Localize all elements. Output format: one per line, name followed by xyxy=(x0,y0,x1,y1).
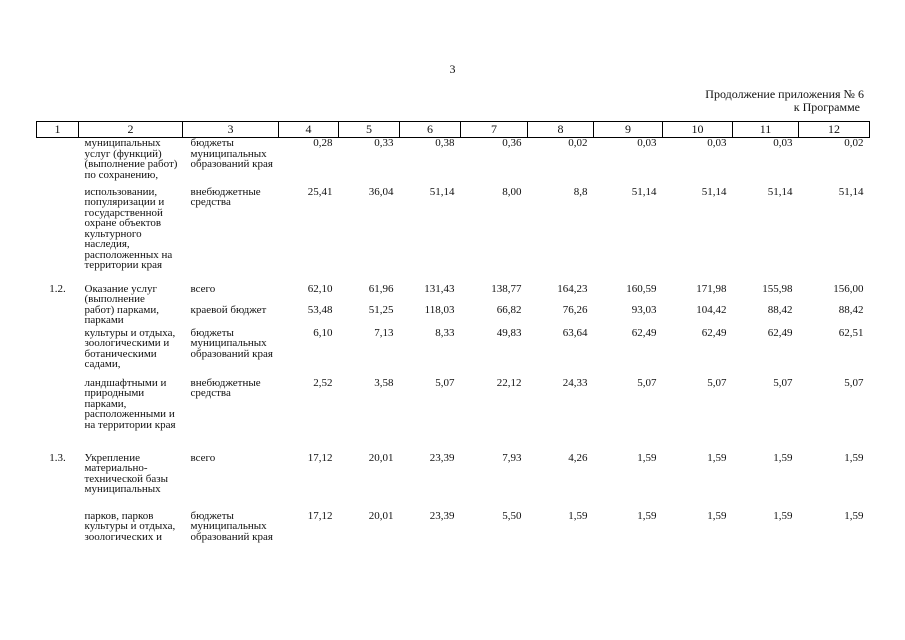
value-cell: 62,49 xyxy=(701,326,727,339)
value-cell: 93,03 xyxy=(631,303,657,316)
value-cell: 0,33 xyxy=(374,137,394,149)
column-header: 5 xyxy=(339,122,400,138)
table-row xyxy=(37,138,870,187)
value-cell: 5,07 xyxy=(844,376,864,389)
value-cell: 76,26 xyxy=(562,303,588,316)
value-cell: 17,12 xyxy=(307,451,333,464)
value-cell: 17,12 xyxy=(307,509,333,522)
row-source: бюджеты муниципальных образований края xyxy=(190,137,273,170)
row-source: всего xyxy=(190,451,216,464)
value-cell: 5,50 xyxy=(502,509,522,522)
row-name: Оказание услуг (выполнение xyxy=(84,282,158,305)
value-cell: 61,96 xyxy=(368,282,394,295)
row-code xyxy=(37,511,79,556)
value-cell: 63,64 xyxy=(562,326,588,339)
row-code xyxy=(37,187,79,284)
value-cell: 88,42 xyxy=(838,303,864,316)
row-code: 1.2. xyxy=(49,282,66,295)
value-cell: 2,52 xyxy=(313,376,333,389)
value-cell: 0,28 xyxy=(313,137,333,149)
value-cell: 51,14 xyxy=(429,185,455,198)
value-cell: 0,03 xyxy=(707,137,727,149)
page-number: 3 xyxy=(449,62,456,76)
value-cell: 5,07 xyxy=(637,376,657,389)
value-cell: 51,14 xyxy=(767,185,793,198)
value-cell: 20,01 xyxy=(368,509,394,522)
row-source: внебюджетные средства xyxy=(190,376,261,399)
value-cell: 6,10 xyxy=(313,326,333,339)
row-code: 1.3. xyxy=(49,451,66,464)
row-source: бюджеты муниципальных образований края xyxy=(190,509,273,543)
value-cell: 8,8 xyxy=(573,185,588,198)
value-cell: 51,25 xyxy=(368,303,394,316)
value-cell: 1,59 xyxy=(773,509,793,522)
value-cell: 0,02 xyxy=(844,137,864,149)
value-cell: 20,01 xyxy=(368,451,394,464)
row-source: всего xyxy=(190,282,216,295)
row-name: работ) парками, парками xyxy=(84,303,159,326)
column-header: 10 xyxy=(663,122,733,138)
table-row xyxy=(37,378,870,453)
value-cell: 1,59 xyxy=(773,451,793,464)
value-cell: 1,59 xyxy=(568,509,588,522)
value-cell: 53,48 xyxy=(307,303,333,316)
value-cell: 171,98 xyxy=(696,282,727,295)
value-cell: 7,93 xyxy=(502,451,522,464)
value-cell: 118,03 xyxy=(424,303,455,316)
table-row xyxy=(37,305,870,328)
column-header: 9 xyxy=(594,122,663,138)
value-cell: 24,33 xyxy=(562,376,588,389)
value-cell: 0,03 xyxy=(637,137,657,149)
column-header: 11 xyxy=(733,122,799,138)
value-cell: 62,51 xyxy=(838,326,864,339)
row-code xyxy=(37,138,79,187)
column-header: 12 xyxy=(799,122,870,138)
value-cell: 1,59 xyxy=(707,509,727,522)
value-cell: 4,26 xyxy=(568,451,588,464)
appendix-note xyxy=(705,88,864,114)
row-name: ландшафтными и природными парками, расположенными и на территории края xyxy=(84,376,176,431)
value-cell: 131,43 xyxy=(424,282,455,295)
value-cell: 5,07 xyxy=(435,376,455,389)
value-cell: 156,00 xyxy=(833,282,864,295)
value-cell: 1,59 xyxy=(844,451,864,464)
table-row xyxy=(37,187,870,284)
value-cell: 160,59 xyxy=(626,282,657,295)
value-cell: 51,14 xyxy=(838,185,864,198)
value-cell: 0,03 xyxy=(773,137,793,149)
value-cell: 164,23 xyxy=(557,282,588,295)
value-cell: 1,59 xyxy=(707,451,727,464)
column-header: 4 xyxy=(279,122,339,138)
value-cell: 23,39 xyxy=(429,451,455,464)
row-code xyxy=(37,328,79,378)
table-row xyxy=(37,511,870,556)
value-cell: 138,77 xyxy=(491,282,522,295)
value-cell: 62,49 xyxy=(631,326,657,339)
row-code xyxy=(37,305,79,328)
row-source: краевой бюджет xyxy=(190,303,267,316)
value-cell: 22,12 xyxy=(496,376,522,389)
value-cell: 62,10 xyxy=(307,282,333,295)
table-body xyxy=(37,138,870,556)
value-cell: 51,14 xyxy=(631,185,657,198)
column-header: 2 xyxy=(79,122,183,138)
row-name: использовании, популяризации и государственной охране объектов культурного наследия, расположенных на территории края xyxy=(84,185,173,271)
row-source: внебюджетные средства xyxy=(190,185,261,208)
value-cell: 1,59 xyxy=(844,509,864,522)
value-cell: 66,82 xyxy=(496,303,522,316)
column-header: 3 xyxy=(183,122,279,138)
column-header: 7 xyxy=(461,122,528,138)
row-name: культуры и отдыха, зоологическими и ботаническими садами, xyxy=(84,326,176,370)
row-source: бюджеты муниципальных образований края xyxy=(190,326,273,360)
value-cell: 0,02 xyxy=(568,137,588,149)
column-header: 8 xyxy=(528,122,594,138)
header-row xyxy=(37,122,870,138)
value-cell: 5,07 xyxy=(773,376,793,389)
budget-table xyxy=(36,121,870,556)
row-code xyxy=(37,378,79,453)
row-name: Укрепление материально-технической базы муниципальных xyxy=(84,451,169,495)
value-cell: 8,33 xyxy=(435,326,455,339)
value-cell: 5,07 xyxy=(707,376,727,389)
value-cell: 1,59 xyxy=(637,509,657,522)
value-cell: 51,14 xyxy=(701,185,727,198)
row-name: муниципальных услуг (функций) (выполнение работ) по сохранению, xyxy=(84,137,178,181)
value-cell: 25,41 xyxy=(307,185,333,198)
appendix-line-2: к Программе xyxy=(793,100,860,114)
value-cell: 104,42 xyxy=(696,303,727,316)
value-cell: 0,36 xyxy=(502,137,522,149)
value-cell: 0,38 xyxy=(435,137,455,149)
table-row xyxy=(37,328,870,378)
value-cell: 49,83 xyxy=(496,326,522,339)
appendix-line-1: Продолжение приложения № 6 xyxy=(705,87,864,101)
value-cell: 36,04 xyxy=(368,185,394,198)
value-cell: 7,13 xyxy=(374,326,394,339)
value-cell: 62,49 xyxy=(767,326,793,339)
table-row xyxy=(37,453,870,511)
value-cell: 1,59 xyxy=(637,451,657,464)
value-cell: 88,42 xyxy=(767,303,793,316)
row-name: парков, парков культуры и отдыха, зоологических и xyxy=(84,509,176,543)
column-header: 6 xyxy=(400,122,461,138)
value-cell: 3,58 xyxy=(374,376,394,389)
column-header: 1 xyxy=(37,122,79,138)
value-cell: 155,98 xyxy=(762,282,793,295)
table-row xyxy=(37,284,870,305)
value-cell: 8,00 xyxy=(502,185,522,198)
value-cell: 23,39 xyxy=(429,509,455,522)
